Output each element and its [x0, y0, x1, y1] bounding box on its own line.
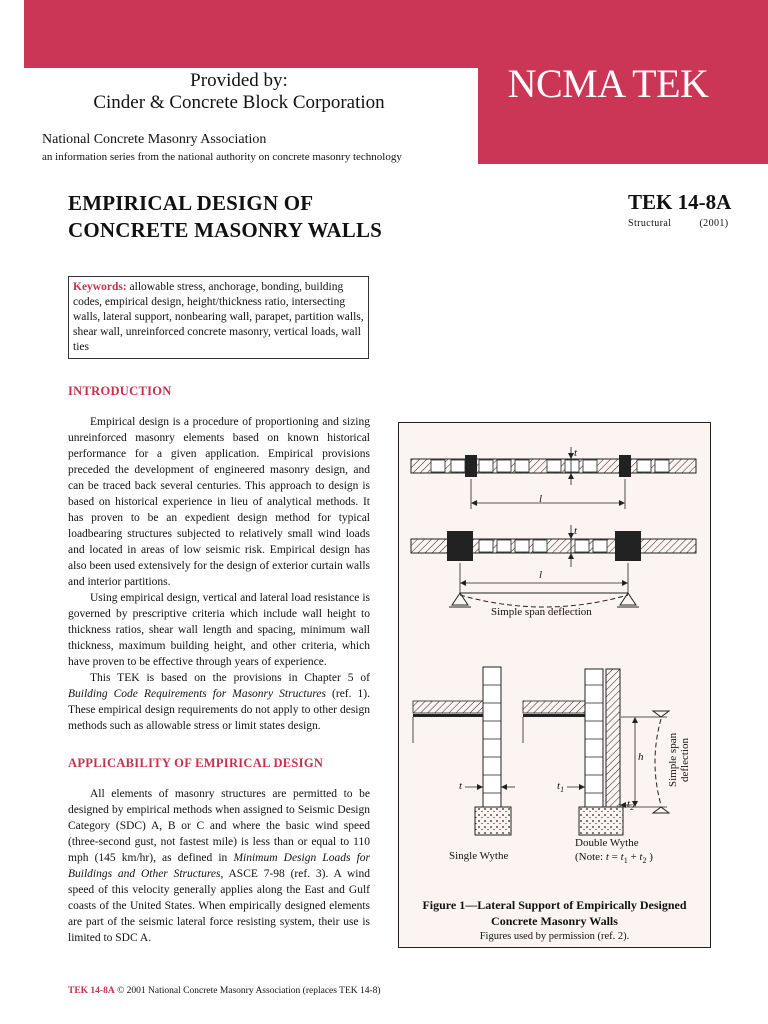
document-title	[68, 190, 382, 244]
figure-credit: Figures used by permission (ref. 2).	[479, 931, 630, 942]
keywords-text: allowable stress, anchorage, bonding, building codes, empirical design, height/thickness ratio, intersecting walls, lateral support, nonbearing wall, parapet, partition walls, shear wall, unreinforced concrete masonry, vertical loads, wall ties	[73, 281, 364, 353]
provider-name: Cinder & Concrete Block Corporation	[93, 92, 385, 113]
note-t1: t	[620, 851, 624, 863]
footer-copyright: © 2001 National Concrete Masonry Association (replaces TEK 14-8)	[114, 986, 381, 996]
label-t2-letter: t	[627, 798, 631, 810]
applicability-body	[68, 786, 370, 946]
label-t2-subscript: 2	[630, 803, 635, 813]
title-line-1: EMPIRICAL DESIGN OF	[68, 191, 314, 215]
keywords-box	[68, 276, 369, 359]
intro-p3-text-a: This TEK is based on the provisions in Chapter 5 of	[90, 672, 370, 684]
keywords-label: Keywords:	[73, 281, 127, 293]
label-h: h	[638, 751, 644, 763]
category-label: Structural	[628, 218, 672, 229]
applicability-text-a: All elements of masonry structures are permitted to be designed by empirical methods when assigned to Seismic Design Category (SDC) A, B or C and where the basic wind speed (three-second gust, not fastest mile) is less than or equal to 110 mph (145 km/hr), as defined in	[68, 788, 370, 864]
tek-category	[628, 218, 729, 229]
note-equals: =	[608, 851, 621, 863]
footer-tek-number: TEK 14-8A	[68, 986, 115, 996]
header-banner	[24, 0, 768, 68]
intro-p3-text-b: (ref. 1). These empirical design requirements do not apply to other design methods such as allowable stress or limit states design.	[68, 688, 370, 732]
association-name: National Concrete Masonry Association	[42, 132, 267, 147]
figure-caption-line-1: Figure 1—Lateral Support of Empirically Designed	[422, 898, 687, 912]
simple-span-label: Simple span deflection	[491, 606, 592, 618]
single-wythe-label: Single Wythe	[449, 850, 509, 862]
label-t-middle: t	[574, 525, 578, 537]
note-suffix: )	[646, 851, 653, 863]
label-t2	[627, 798, 634, 812]
plan-view-middle	[411, 525, 696, 607]
figure-1	[398, 422, 711, 948]
label-t1-subscript: 1	[560, 785, 565, 795]
note-t2: t	[639, 851, 643, 863]
label-t1	[557, 780, 564, 794]
applicability-reference: Minimum Design Loads for Buildings and Other Structures,	[68, 852, 370, 880]
label-t1-letter: t	[557, 780, 561, 792]
note-prefix: (Note:	[575, 851, 606, 863]
brand-title: NCMA TEK	[507, 61, 709, 106]
publication-year: (2001)	[699, 218, 729, 229]
simple-span-vertical-label: Simple span deflection	[667, 732, 691, 788]
figure-caption-line-2: Concrete Masonry Walls	[491, 914, 618, 928]
page-footer	[68, 986, 381, 996]
note-plus: +	[627, 851, 640, 863]
double-wythe-note	[575, 851, 653, 865]
intro-paragraph-2: Using empirical design, vertical and lateral load resistance is governed by prescriptive criteria which include wall height to thickness ratios, shear wall length and spacing, minimum wall thickness, maximum building height, and other criteria, which have proven to be effective through years of experience.	[68, 592, 370, 668]
intro-p3-reference: Building Code Requirements for Masonry Structures	[68, 688, 326, 700]
applicability-heading: APPLICABILITY OF EMPIRICAL DESIGN	[68, 756, 324, 770]
label-t-single: t	[459, 780, 463, 792]
title-line-2: CONCRETE MASONRY WALLS	[68, 218, 383, 242]
series-tagline: an information series from the national authority on concrete masonry technology	[42, 151, 402, 163]
provided-by	[24, 70, 454, 114]
intro-paragraph-3	[68, 670, 370, 734]
note-t2-subscript: 2	[642, 856, 647, 866]
label-l-top: l	[539, 493, 543, 505]
figure-1-drawing	[399, 423, 710, 893]
applicability-paragraph-1	[68, 786, 370, 946]
applicability-text-b: ASCE 7-98 (ref. 3). A wind speed of this velocity generally applies along the East and Gulf coasts of the United States. When empirically designed elements are part of the seismic lateral force resisting system, their use is limited to SDC A.	[68, 868, 370, 944]
intro-paragraph-1: Empirical design is a procedure of proportioning and sizing unreinforced masonry elements based on known historical performance for a given application. Empirical provisions preceded the development of engineered masonry design, and can be traced back several centuries. This approach to design is based on historical experience in lieu of analytical methods. It has proven to be an expedient design method for typical loadbearing structures subjected to relatively small wind loads and located in areas of low seismic risk. Empirical design has also been used extensively for the design of exterior curtain walls and interior partitions.	[68, 416, 370, 588]
plan-view-top	[411, 447, 696, 509]
figure-caption	[399, 897, 710, 929]
note-t1-subscript: 1	[623, 856, 628, 866]
double-wythe-label: Double Wythe	[575, 837, 639, 849]
intro-heading: INTRODUCTION	[68, 384, 172, 398]
label-l-middle: l	[539, 569, 543, 581]
provided-by-label: Provided by:	[190, 70, 288, 91]
intro-body	[68, 414, 370, 734]
note-t: t	[605, 851, 609, 863]
tek-number: TEK 14-8A	[628, 190, 732, 214]
label-t-top: t	[574, 447, 578, 459]
